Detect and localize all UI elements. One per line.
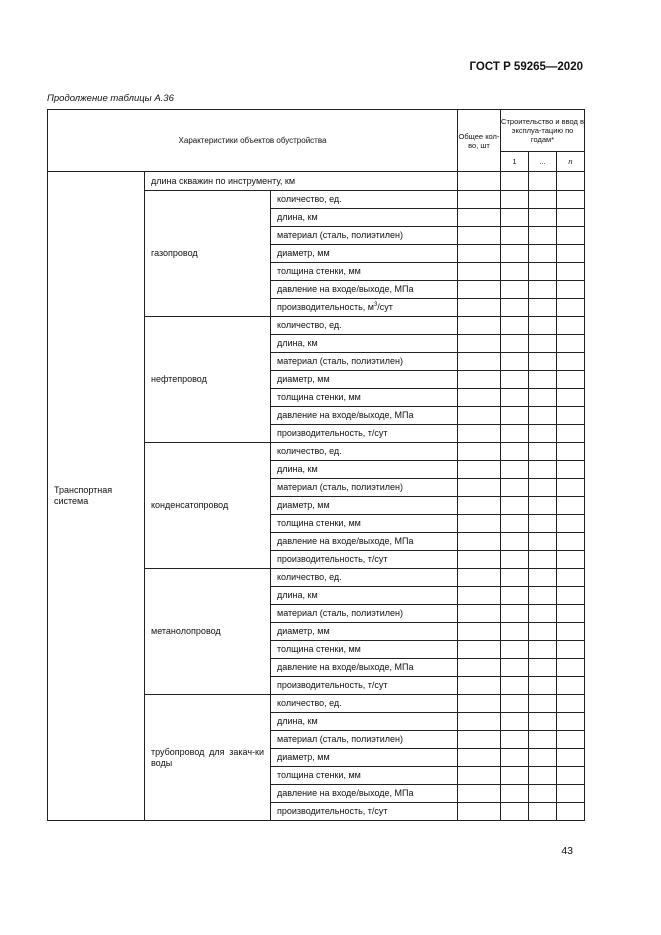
cell-total bbox=[458, 767, 501, 785]
cell-year bbox=[529, 389, 557, 407]
cell-year bbox=[501, 713, 529, 731]
cell-year bbox=[529, 749, 557, 767]
cell-year bbox=[501, 641, 529, 659]
cell-year bbox=[557, 209, 585, 227]
cell-total bbox=[458, 551, 501, 569]
characteristic-label: производительность, т/сут bbox=[271, 803, 458, 821]
subsystem-cell: трубопровод для закач-ки воды bbox=[145, 695, 271, 821]
cell-year bbox=[501, 785, 529, 803]
characteristic-label: материал (сталь, полиэтилен) bbox=[271, 731, 458, 749]
cell-year bbox=[529, 767, 557, 785]
cell-year bbox=[529, 335, 557, 353]
cell-year bbox=[557, 803, 585, 821]
header-row bbox=[48, 110, 585, 152]
cell-year bbox=[529, 299, 557, 317]
cell-year bbox=[501, 695, 529, 713]
cell-total bbox=[458, 785, 501, 803]
cell-year bbox=[557, 407, 585, 425]
characteristic-label: производительность, т/сут bbox=[271, 677, 458, 695]
cell-total bbox=[458, 659, 501, 677]
cell-total bbox=[458, 335, 501, 353]
cell-total bbox=[458, 515, 501, 533]
characteristic-label: толщина стенки, мм bbox=[271, 641, 458, 659]
cell-year bbox=[557, 299, 585, 317]
cell-year bbox=[501, 677, 529, 695]
cell-year bbox=[529, 659, 557, 677]
table-body bbox=[48, 110, 585, 821]
characteristic-unit-suffix: /сут bbox=[377, 302, 393, 313]
cell-year bbox=[529, 587, 557, 605]
characteristic-text: производительность, м bbox=[277, 302, 374, 313]
cell-year bbox=[557, 461, 585, 479]
characteristic-label bbox=[271, 299, 458, 317]
cell-year bbox=[557, 263, 585, 281]
characteristic-label: длина, км bbox=[271, 587, 458, 605]
characteristic-label: количество, ед. bbox=[271, 443, 458, 461]
cell-year bbox=[529, 353, 557, 371]
cell-year bbox=[529, 191, 557, 209]
characteristic-label: длина, км bbox=[271, 461, 458, 479]
cell-year bbox=[557, 335, 585, 353]
cell-total bbox=[458, 461, 501, 479]
system-cell: Транспортная система bbox=[48, 172, 145, 821]
cell-year bbox=[501, 335, 529, 353]
cell-year bbox=[557, 749, 585, 767]
cell-year bbox=[501, 731, 529, 749]
cell-total bbox=[458, 731, 501, 749]
cell-year bbox=[501, 371, 529, 389]
cell-year bbox=[501, 803, 529, 821]
cell-year bbox=[501, 623, 529, 641]
cell-total bbox=[458, 209, 501, 227]
characteristic-label: толщина стенки, мм bbox=[271, 263, 458, 281]
cell-year bbox=[501, 317, 529, 335]
cell-year bbox=[529, 371, 557, 389]
characteristic-label: диаметр, мм bbox=[271, 497, 458, 515]
characteristic-label: количество, ед. bbox=[271, 317, 458, 335]
cell-year bbox=[501, 245, 529, 263]
cell-year bbox=[501, 353, 529, 371]
subsystem-cell: нефтепровод bbox=[145, 317, 271, 443]
cell-total bbox=[458, 191, 501, 209]
cell-year bbox=[557, 569, 585, 587]
cell-total bbox=[458, 695, 501, 713]
cell-year bbox=[501, 767, 529, 785]
cell-year bbox=[501, 191, 529, 209]
cell-year bbox=[529, 497, 557, 515]
characteristic-label: толщина стенки, мм bbox=[271, 767, 458, 785]
cell-year bbox=[529, 785, 557, 803]
characteristic-label: количество, ед. bbox=[271, 191, 458, 209]
cell-total bbox=[458, 749, 501, 767]
cell-year bbox=[501, 281, 529, 299]
cell-year bbox=[529, 641, 557, 659]
characteristic-label: количество, ед. bbox=[271, 569, 458, 587]
characteristic-label: производительность, т/сут bbox=[271, 425, 458, 443]
cell-year bbox=[529, 515, 557, 533]
characteristic-label: длина, км bbox=[271, 209, 458, 227]
cell-year bbox=[529, 695, 557, 713]
cell-year bbox=[557, 479, 585, 497]
header-year-1: 1 bbox=[501, 152, 529, 172]
cell-year bbox=[557, 425, 585, 443]
cell-year bbox=[557, 605, 585, 623]
characteristic-label: диаметр, мм bbox=[271, 623, 458, 641]
cell-year bbox=[501, 569, 529, 587]
cell-year bbox=[557, 227, 585, 245]
cell-total bbox=[458, 641, 501, 659]
superscript-exponent: 3 bbox=[373, 302, 378, 309]
cell-year bbox=[557, 641, 585, 659]
cell-year bbox=[529, 569, 557, 587]
header-year-n: n bbox=[557, 152, 585, 172]
cell-total bbox=[458, 172, 501, 191]
subsystem-cell: метанолопровод bbox=[145, 569, 271, 695]
cell-year bbox=[529, 317, 557, 335]
cell-year bbox=[557, 623, 585, 641]
cell-year bbox=[529, 245, 557, 263]
characteristic-label: давление на входе/выходе, МПа bbox=[271, 785, 458, 803]
characteristic-label: давление на входе/выходе, МПа bbox=[271, 659, 458, 677]
characteristic-label: диаметр, мм bbox=[271, 245, 458, 263]
cell-year bbox=[557, 371, 585, 389]
well-length-label: длина скважин по инструменту, км bbox=[145, 172, 458, 191]
cell-year bbox=[501, 299, 529, 317]
cell-year bbox=[557, 731, 585, 749]
cell-year bbox=[501, 209, 529, 227]
cell-year bbox=[557, 353, 585, 371]
characteristic-label: количество, ед. bbox=[271, 695, 458, 713]
cell-year bbox=[557, 587, 585, 605]
cell-year bbox=[501, 461, 529, 479]
cell-total bbox=[458, 263, 501, 281]
cell-total bbox=[458, 587, 501, 605]
cell-year bbox=[529, 172, 557, 191]
characteristic-label: диаметр, мм bbox=[271, 371, 458, 389]
cell-year bbox=[501, 263, 529, 281]
cell-year bbox=[529, 461, 557, 479]
cell-total bbox=[458, 623, 501, 641]
cell-total bbox=[458, 407, 501, 425]
cell-total bbox=[458, 497, 501, 515]
cell-year bbox=[557, 245, 585, 263]
cell-total bbox=[458, 605, 501, 623]
cell-total bbox=[458, 677, 501, 695]
cell-total bbox=[458, 371, 501, 389]
cell-total bbox=[458, 713, 501, 731]
cell-year bbox=[501, 479, 529, 497]
header-year-ellipsis: ... bbox=[529, 152, 557, 172]
characteristic-label: давление на входе/выходе, МПа bbox=[271, 407, 458, 425]
cell-year bbox=[529, 623, 557, 641]
characteristic-label: материал (сталь, полиэтилен) bbox=[271, 227, 458, 245]
cell-total bbox=[458, 425, 501, 443]
cell-year bbox=[557, 172, 585, 191]
cell-year bbox=[557, 767, 585, 785]
characteristics-table bbox=[47, 109, 585, 821]
cell-year bbox=[501, 533, 529, 551]
cell-year bbox=[557, 659, 585, 677]
cell-year bbox=[501, 407, 529, 425]
cell-year bbox=[557, 281, 585, 299]
subsystem-cell: газопровод bbox=[145, 191, 271, 317]
table-continuation-caption: Продолжение таблицы А.36 bbox=[47, 93, 174, 104]
characteristic-label: давление на входе/выходе, МПа bbox=[271, 533, 458, 551]
header-total-count: Общее кол-во, шт bbox=[458, 110, 501, 172]
cell-year bbox=[557, 713, 585, 731]
cell-total bbox=[458, 443, 501, 461]
cell-total bbox=[458, 569, 501, 587]
characteristic-label: диаметр, мм bbox=[271, 749, 458, 767]
cell-year bbox=[557, 533, 585, 551]
cell-year bbox=[557, 515, 585, 533]
standard-code: ГОСТ Р 59265—2020 bbox=[469, 61, 583, 73]
characteristic-label: материал (сталь, полиэтилен) bbox=[271, 479, 458, 497]
cell-total bbox=[458, 803, 501, 821]
cell-year bbox=[501, 659, 529, 677]
cell-year bbox=[501, 497, 529, 515]
cell-total bbox=[458, 389, 501, 407]
cell-year bbox=[501, 749, 529, 767]
cell-year bbox=[501, 227, 529, 245]
cell-year bbox=[529, 227, 557, 245]
cell-year bbox=[529, 443, 557, 461]
cell-total bbox=[458, 317, 501, 335]
cell-year bbox=[557, 551, 585, 569]
page-number: 43 bbox=[561, 845, 573, 857]
characteristic-label: давление на входе/выходе, МПа bbox=[271, 281, 458, 299]
header-characteristics: Характеристики объектов обустройства bbox=[48, 110, 458, 172]
cell-year bbox=[557, 785, 585, 803]
cell-year bbox=[501, 587, 529, 605]
cell-year bbox=[557, 191, 585, 209]
cell-year bbox=[501, 443, 529, 461]
cell-year bbox=[501, 389, 529, 407]
cell-total bbox=[458, 353, 501, 371]
cell-total bbox=[458, 227, 501, 245]
cell-year bbox=[529, 731, 557, 749]
header-construction: Строительство и ввод в эксплуа-тацию по годам* bbox=[501, 110, 585, 152]
characteristic-label: длина, км bbox=[271, 335, 458, 353]
characteristic-label: толщина стенки, мм bbox=[271, 515, 458, 533]
cell-year bbox=[529, 479, 557, 497]
cell-year bbox=[529, 425, 557, 443]
cell-year bbox=[529, 407, 557, 425]
characteristic-label: длина, км bbox=[271, 713, 458, 731]
cell-year bbox=[557, 317, 585, 335]
characteristic-label: материал (сталь, полиэтилен) bbox=[271, 353, 458, 371]
cell-total bbox=[458, 533, 501, 551]
table-row bbox=[48, 172, 585, 191]
cell-year bbox=[501, 551, 529, 569]
cell-year bbox=[501, 605, 529, 623]
cell-year bbox=[501, 172, 529, 191]
characteristic-label: производительность, т/сут bbox=[271, 551, 458, 569]
cell-year bbox=[557, 443, 585, 461]
cell-year bbox=[557, 497, 585, 515]
cell-total bbox=[458, 299, 501, 317]
characteristic-label: толщина стенки, мм bbox=[271, 389, 458, 407]
cell-year bbox=[557, 695, 585, 713]
cell-total bbox=[458, 245, 501, 263]
cell-year bbox=[529, 713, 557, 731]
cell-year bbox=[529, 209, 557, 227]
cell-total bbox=[458, 281, 501, 299]
cell-total bbox=[458, 479, 501, 497]
cell-year bbox=[557, 677, 585, 695]
cell-year bbox=[529, 803, 557, 821]
cell-year bbox=[529, 263, 557, 281]
cell-year bbox=[529, 677, 557, 695]
cell-year bbox=[501, 425, 529, 443]
characteristic-label: материал (сталь, полиэтилен) bbox=[271, 605, 458, 623]
cell-year bbox=[529, 533, 557, 551]
cell-year bbox=[501, 515, 529, 533]
cell-year bbox=[529, 551, 557, 569]
cell-year bbox=[557, 389, 585, 407]
subsystem-cell: конденсатопровод bbox=[145, 443, 271, 569]
cell-year bbox=[529, 281, 557, 299]
cell-year bbox=[529, 605, 557, 623]
